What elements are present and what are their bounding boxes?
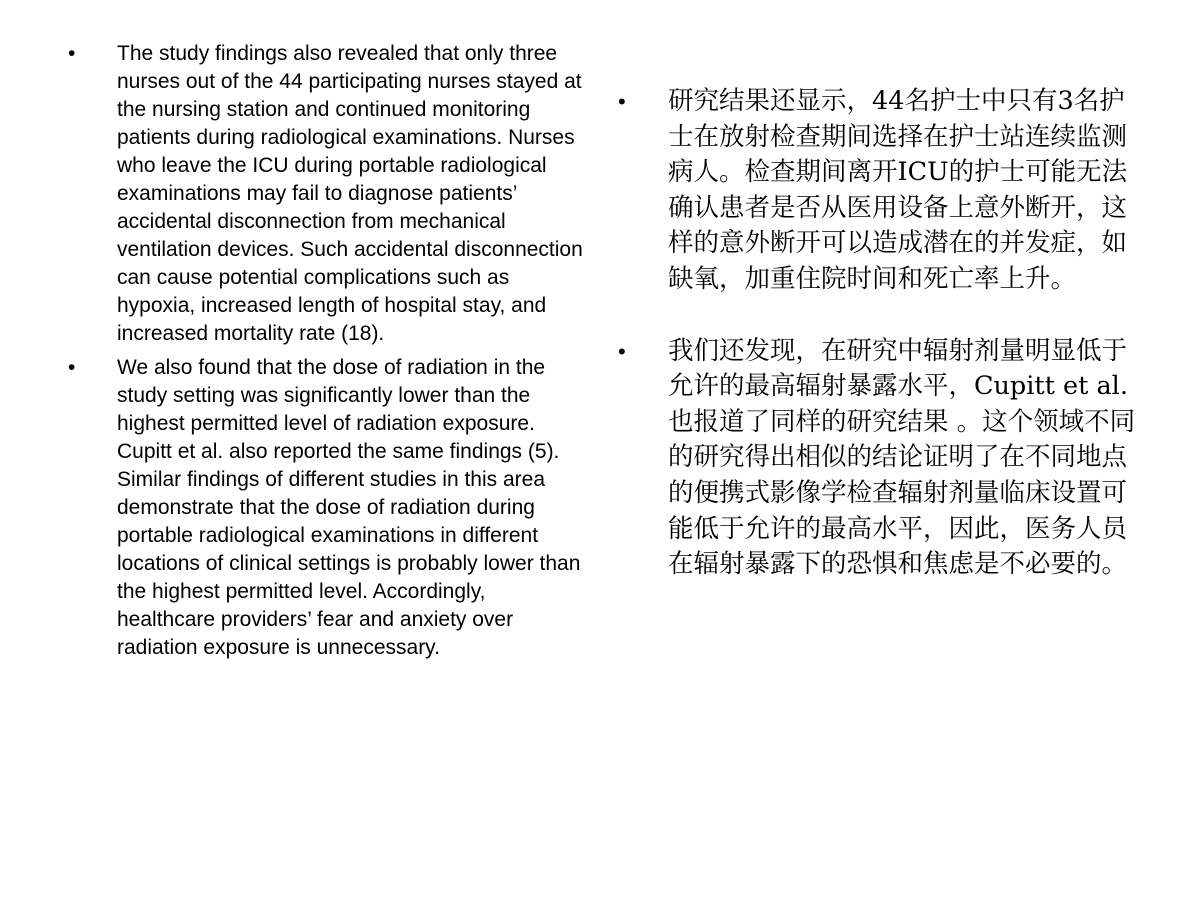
- chinese-bullet-nurses-monitoring: [618, 84, 1178, 298]
- bullet-marker: •: [68, 356, 76, 379]
- chinese-text-column: [618, 84, 1178, 619]
- chinese-paragraph-2: 我们还发现，在研究中辐射剂量明显低于允许的最高辐射暴露水平，Cupitt et al. 也报道了同样的研究结果 。这个领域不同的研究得出相似的结论证明了在不同地点的便携式影像学检查辐射剂量临床设置可能低于允许的最高水平，因此，医务人员在辐射暴露下的恐惧和焦虑是不必要的。: [668, 335, 1136, 580]
- chinese-bullet-radiation-dose: [618, 334, 1178, 583]
- english-text-column: [68, 40, 588, 668]
- bullet-marker: •: [618, 338, 626, 364]
- english-bullet-nurses-monitoring: [68, 40, 588, 348]
- chinese-paragraph-1: 研究结果还显示，44名护士中只有3名护士在放射检查期间选择在护士站连续监测病人。检查期间离开ICU的护士可能无法确认患者是否从医用设备上意外断开，这样的意外断开可以造成潜在的并发症，如缺氧，加重住院时间和死亡率上升。: [668, 86, 1128, 294]
- english-bullet-radiation-dose: [68, 354, 588, 662]
- english-paragraph-2: We also found that the dose of radiation in the study setting was significantly lower than the highest permitted level of radiation exposure. Cupitt et al. also reported the same findings (5). Similar findings of different studies in this area demonstrate that the dose of radiation during portable radiological examinations in different locations of clinical settings is probably lower than the highest permitted level. Accordingly, healthcare providers’ fear and anxiety over radiation exposure is unnecessary.: [117, 356, 581, 659]
- english-paragraph-1: The study findings also revealed that only three nurses out of the 44 participating nurses stayed at the nursing station and continued monitoring patients during radiological examinations. Nurses who leave the ICU during portable radiological examinations may fail to diagnose patients’ accidental disconnection from mechanical ventilation devices. Such accidental disconnection can cause potential complications such as hypoxia, increased length of hospital stay, and increased mortality rate (18).: [117, 42, 583, 345]
- bullet-marker: •: [618, 89, 626, 114]
- bullet-marker: •: [68, 42, 76, 65]
